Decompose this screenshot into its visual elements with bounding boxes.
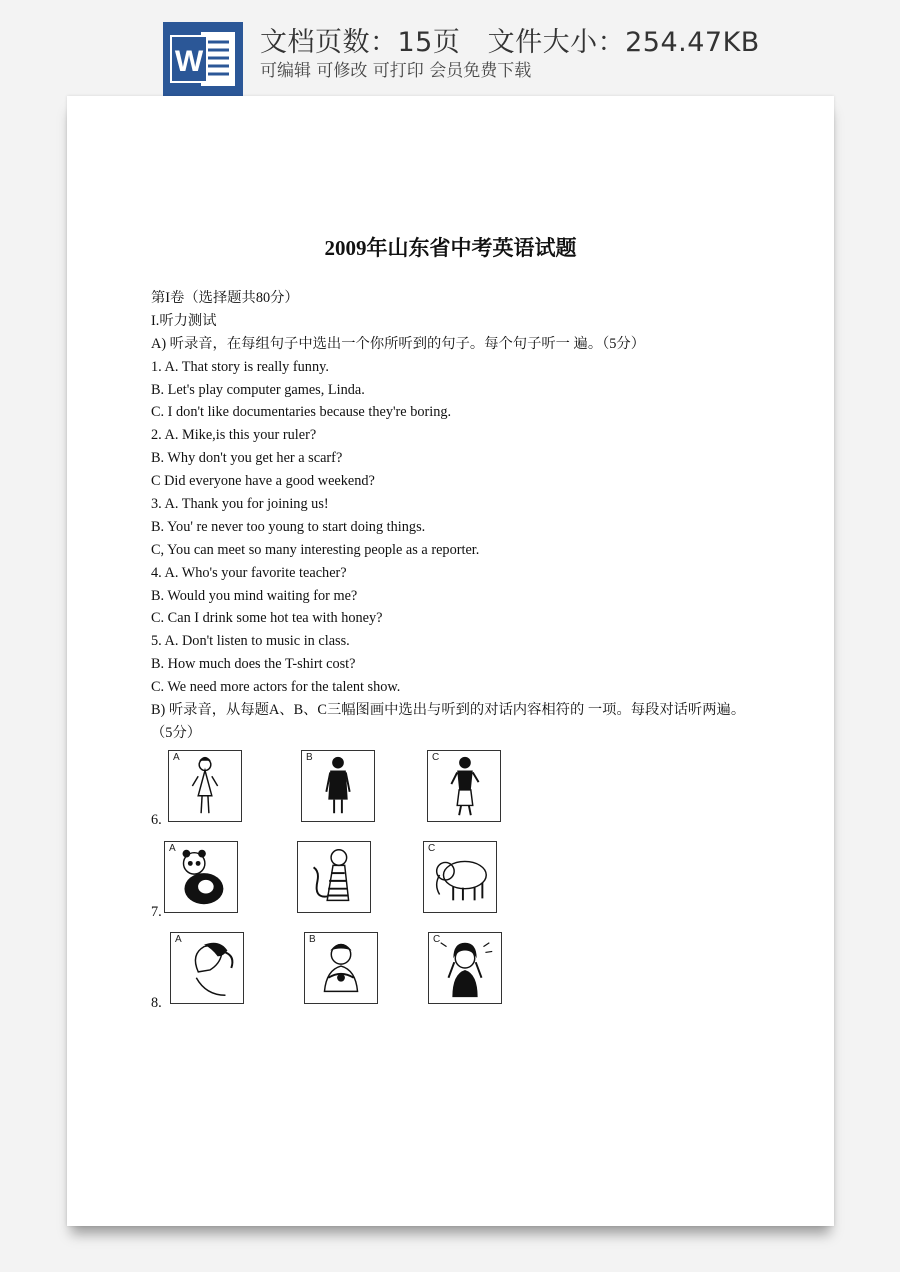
document-title: 2009年山东省中考英语试题 [324,236,577,260]
header [0,0,900,100]
woman-profile-icon [171,933,243,1003]
text-line: B. Why don't you get her a scarf? [151,450,343,467]
instruction-a: A) 听录音，在每组句子中选出一个你所听到的句子。每个句子听一 遍。（5分） [151,335,646,352]
option-letter: C [432,752,440,763]
page-count: 文档页数：15页 [260,27,461,58]
picture-option [301,750,375,822]
panda-icon [165,842,237,912]
text-line: 3. A. Thank you for joining us! [151,496,329,513]
option-letter: C [433,934,441,945]
document-page [67,96,834,1226]
instruction-b: B) 听录音，从每题A、B、C三幅图画中选出与听到的对话内容相符的 一项。每段对话听两遍。（5分） [151,702,746,741]
text-line: 1. A. That story is really funny. [151,358,329,375]
option-letter: B [306,752,313,763]
woman-pose-icon [428,751,500,821]
text-line: 2. A. Mike,is this your ruler? [151,427,317,444]
text-line: B. You' re never too young to start doing things. [151,518,426,535]
text-line: C. Can I drink some hot tea with honey? [151,610,383,627]
picture-option [304,932,378,1004]
question-number: 8. [151,995,162,1011]
tiger-icon [298,842,370,912]
option-letter: A [169,843,176,854]
text-line: B. Would you mind waiting for me? [151,587,358,604]
girl-sick-icon [305,933,377,1003]
option-letter: A [175,934,182,945]
file-size: 文件大小：254.47KB [487,27,760,58]
section-heading: 第I卷（选择题共80分） [151,290,299,306]
svg-text:W: W [174,45,204,78]
question-number: 6. [151,812,162,828]
woman-headache-icon [429,933,501,1003]
question-number: 7. [151,904,162,920]
text-line: 4. A. Who's your favorite teacher? [151,564,347,581]
text-line: B. Let's play computer games, Linda. [151,381,365,398]
text-line: C, You can meet so many interesting people as a reporter. [151,541,480,558]
woman-dress-icon [302,751,374,821]
elephant-icon [424,842,496,912]
feature-list: 可编辑 可修改 可打印 会员免费下载 [260,61,532,81]
picture-option [423,841,497,913]
option-letter: B [309,934,316,945]
picture-option [168,750,242,822]
word-icon [163,22,243,96]
text-line: C. We need more actors for the talent show. [151,679,401,696]
document-info [260,20,760,59]
part-heading: I.听力测试 [151,312,217,329]
picture-option [427,750,501,822]
text-line: C. I don't like documentaries because they're boring. [151,404,452,421]
picture-option [170,932,244,1004]
girl-dress-icon [169,751,241,821]
picture-option [297,841,371,913]
text-line: C Did everyone have a good weekend? [151,473,375,490]
option-letter: A [173,752,180,763]
picture-option [164,841,238,913]
document-body [151,287,751,745]
picture-option [428,932,502,1004]
text-line: 5. A. Don't listen to music in class. [151,633,350,650]
option-letter: C [428,843,436,854]
text-line: B. How much does the T-shirt cost? [151,656,356,673]
